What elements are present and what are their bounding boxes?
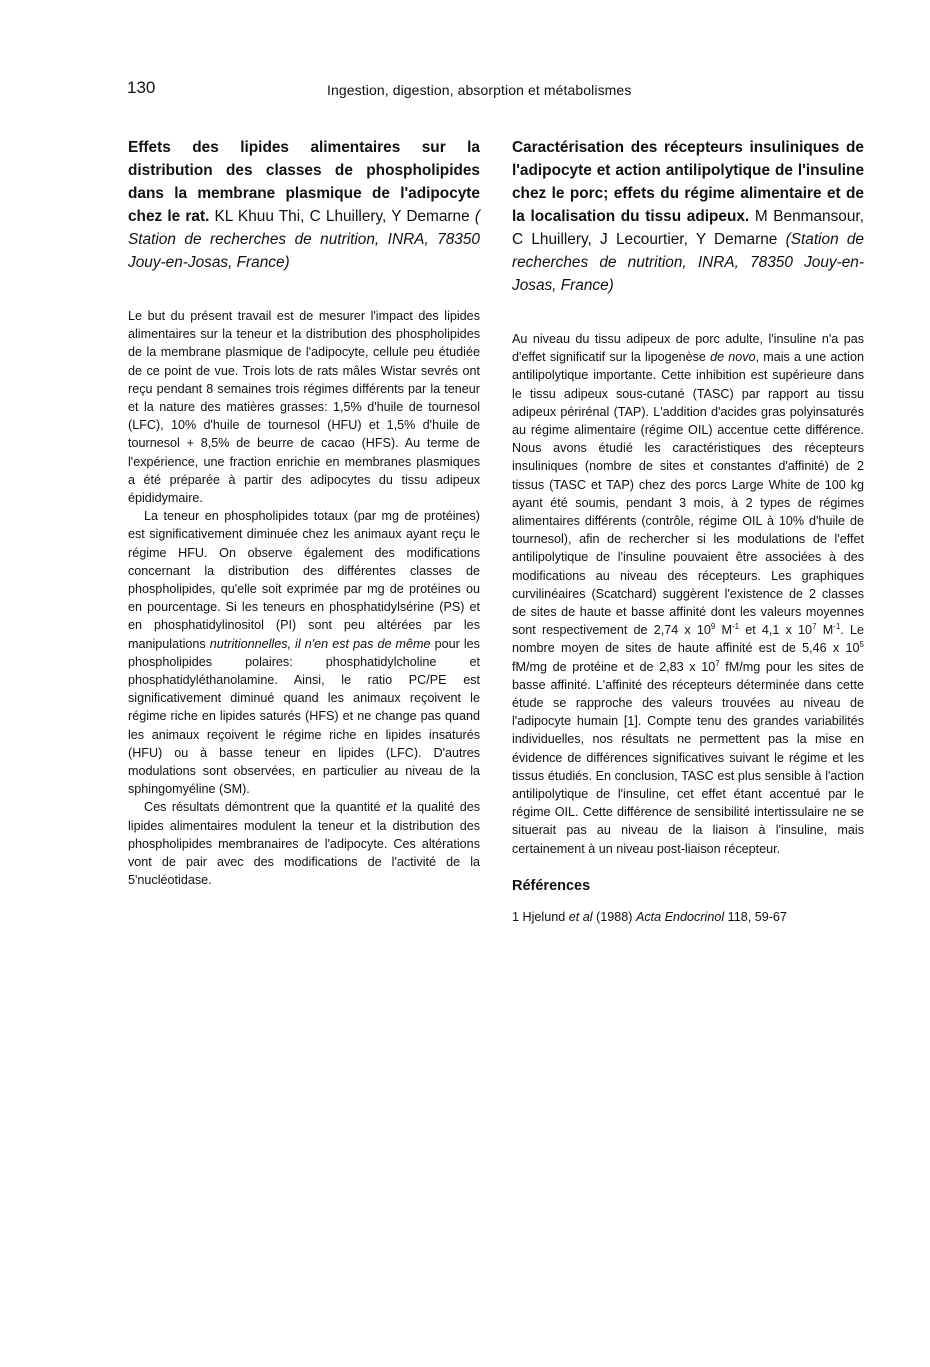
right-p1-i: fM/mg pour les sites de basse affinité. L'affinité des récepteurs déterminée dans cette étude se rapproche des valeurs trouvées au niveau de l'adipocyte humain [1]. Compte tenu des grandes variabilités individuelles, nos résultats ne permettent pas la mise en évidence de différences significatives suivant le régime et les tissus étudiés. En conclusion, TASC est plus sensible à l'action antilipolytique de l'insuline, cet effet étant accentué par le régime OIL. Cette différence de sensibilité intertissulaire ne se situerait pas au niveau de la liaison à l'insuline, mais certainement à un niveau post-liaison récepteur. xyxy=(512,659,864,856)
running-header: Ingestion, digestion, absorption et métabolismes xyxy=(327,82,632,98)
right-p1-g: . Le nombre moyen de sites de haute affinité est de 5,46 x 10 xyxy=(512,623,864,656)
right-sup-1: 9 xyxy=(710,622,716,632)
right-p1-c: , mais a une action antilipolytique importante. Cette inhibition est supérieure dans le tissu adipeux sous-cutané (TASC) par rapport au tissu adipeux périrénal (TAP). L'addition d'acides gras polyinsaturés au régime alimentaire (régime OIL) accentue cette différence. Nous avons étudié les caractéristiques des récepteurs insuliniques (nombre de sites et constantes d'affinité) de 2 tissus (TASC et TAP) chez des porcs Large White de 100 kg ayant été soumis, pendant 3 mois, à 2 types de régimes alimentaires différents (contrôle, régime OIL à 10% d'huile de tournesol), afin de rechercher si les modulations de l'effet antilipolytique de l'insuline pouvaient être associées à des modifications au niveau des récepteurs. Les graphiques curvilinéaires (Scatchard) suggèrent l'existence de 2 classes de sites de haute et basse affinité dont les valeurs moyennes sont respectivement de 2,74 x 10 xyxy=(512,350,864,638)
ref1-pages: 118, 59-67 xyxy=(724,909,787,924)
left-affiliation: ( Station de recherches de nutrition, INRA, 78350 Jouy-en-Josas, France) xyxy=(128,208,480,271)
right-p1-h: fM/mg de protéine et de 2,83 x 10 xyxy=(512,659,716,674)
left-p3-italic: et xyxy=(385,800,397,815)
left-title-bold: Effets des lipides alimentaires sur la distribution des classes de phospholipides dans la membrane plasmique de l'adipocyte chez le rat. xyxy=(128,139,480,225)
references-heading: Références xyxy=(512,877,591,894)
right-authors: M Benmansour, C Lhuillery, J Lecourtier, Y Demarne xyxy=(512,208,864,248)
ref1-author: 1 Hjelund xyxy=(512,909,569,924)
right-affiliation: (Station de recherches de nutrition, INRA, 78350 Jouy-en-Josas, France) xyxy=(512,231,864,294)
right-sup-2: -1 xyxy=(731,622,740,632)
left-abstract xyxy=(128,307,480,890)
right-article-title xyxy=(512,136,864,297)
right-abstract xyxy=(512,330,864,858)
right-title-bold: Caractérisation des récepteurs insuliniques de l'adipocyte et action antilipolytique de l'insuline chez le porc; effets du régime alimentaire et de la localisation du tissu adipeux. xyxy=(512,139,864,225)
left-p2-text-c: pour les phospholipides polaires: phosphatidylcholine et phosphatidyléthanolamine. Ainsi, le ratio PC/PE est significativement diminué quand les animaux reçoivent le régime riche en lipides saturés (HFS) et ne change pas quand les animaux reçoivent le régime riche en lipides insaturés (HFU) ou à basse teneur en lipides (LFC). D'autres modulations sont observées, en particulier au niveau de la sphingomyéline (SM). xyxy=(128,636,480,797)
right-sup-3: 7 xyxy=(812,622,817,632)
left-column xyxy=(128,136,480,890)
reference-1 xyxy=(512,908,864,927)
page-number: 130 xyxy=(127,78,156,97)
left-p2-italic: nutritionnelles, il n'en est pas de même xyxy=(209,636,431,651)
right-p1-f: M xyxy=(816,623,834,638)
right-sup-5: 5 xyxy=(859,640,864,650)
left-authors: KL Khuu Thi, C Lhuillery, Y Demarne xyxy=(209,208,475,225)
right-sup-4: -1 xyxy=(833,622,841,632)
left-p2-text-a: La teneur en phospholipides totaux (par mg de protéines) est significativement diminuée chez les animaux ayant reçu le régime HFU. On observe également des modifications concernant la distribution des différentes classes de phospholipides, qu'elle soit exprimée par mg de protéines ou en pourcentage. Si les teneurs en phosphatidylsérine (PS) et en phosphatidylinositol (PI) sont peu altérées par les manipulations xyxy=(128,509,480,651)
right-p1-italic: de novo xyxy=(710,350,756,365)
right-paragraph-1 xyxy=(512,330,864,858)
right-p1-a: Au niveau du tissu adipeux de porc adulte, l'insuline n'a pas d'effet significatif sur la lipogenèse xyxy=(512,332,864,365)
ref1-etal: et al xyxy=(568,909,593,924)
right-p1-d: M xyxy=(715,623,732,638)
left-paragraph-1: Le but du présent travail est de mesurer l'impact des lipides alimentaires sur la teneur et la distribution des phospholipides de la membrane plasmique de l'adipocyte, cellule peu étudiée de ce point de vue. Trois lots de rats mâles Wistar sevrés ont reçu pendant 8 semaines trois régimes différents par la teneur et la nature des matières grasses: 1,5% d'huile de tournesol (LFC), 10% d'huile de tournesol (HFU) et 1,5% d'huile de tournesol + 8,5% de beurre de cacao (HFS). Au terme de l'expérience, une fraction enrichie en membranes plasmiques a été préparée à partir des adipocytes du tissu adipeux épididymaire. xyxy=(128,309,480,506)
right-p1-e: et 4,1 x 10 xyxy=(739,623,813,638)
left-p3-text-c: la qualité des lipides alimentaires modulent la teneur et la distribution des phospholipides membranaires de l'adipocyte. Ces altérations vont de pair avec des modifications de l'activité de la 5'nucléotidase. xyxy=(128,800,480,888)
right-sup-6: 7 xyxy=(715,658,720,668)
left-paragraph-3 xyxy=(128,798,480,889)
left-article-title xyxy=(128,136,480,274)
left-paragraph-2 xyxy=(128,507,480,798)
ref1-year: (1988) xyxy=(592,909,636,924)
right-column xyxy=(512,136,864,926)
left-p3-text-a: Ces résultats démontrent que la quantité xyxy=(144,800,386,815)
ref1-journal: Acta Endocrinol xyxy=(635,909,725,924)
